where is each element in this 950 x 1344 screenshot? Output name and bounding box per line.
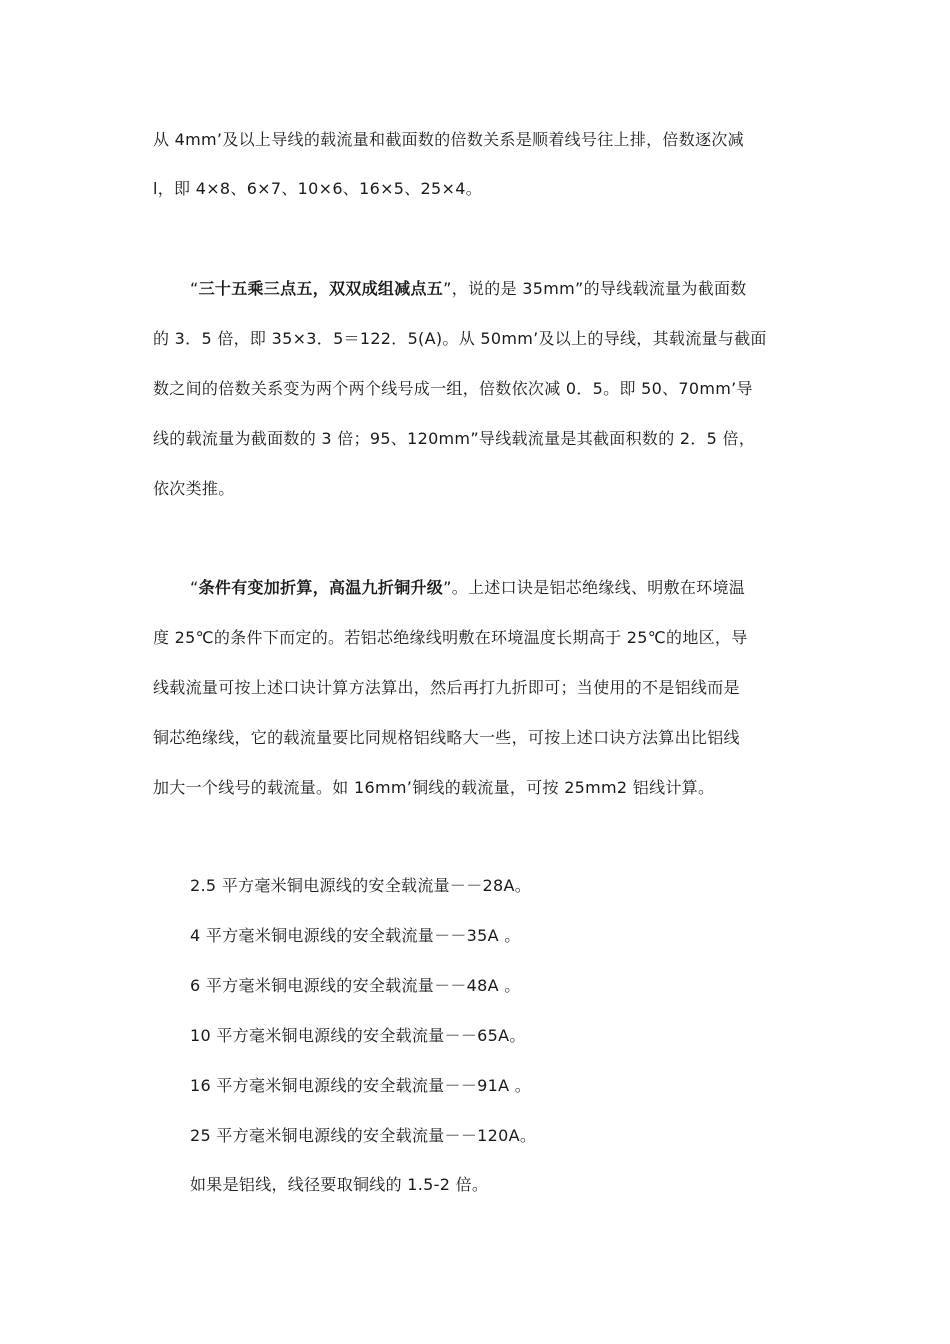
paragraph-2-line-2: 的 3．5 倍，即 35×3．5＝122．5(A)。从 50mm’及以上的导线，其载流量与截面 (153, 329, 767, 348)
paragraph-3-line-2: 度 25℃的条件下而定的。若铝芯绝缘线明敷在环境温度长期高于 25℃的地区，导 (153, 628, 748, 647)
paragraph-3-line-4: 铜芯绝缘线，它的载流量要比同规格铝线略大一些，可按上述口诀方法算出比铝线 (153, 728, 740, 747)
list-item: 25 平方毫米铜电源线的安全载流量－－120A。 (190, 1126, 537, 1145)
paragraph-2-line-1 (190, 279, 747, 299)
quote-open-mark: “ (190, 578, 199, 597)
paragraph-2-line-5: 依次类推。 (153, 479, 235, 498)
aluminum-note: 如果是铝线，线径要取铜线的 1.5-2 倍。 (190, 1175, 489, 1194)
paragraph-3-line-3: 线载流量可按上述口诀计算方法算出，然后再打九折即可；当使用的不是铝线而是 (153, 678, 740, 697)
list-item: 16 平方毫米铜电源线的安全载流量－－91A 。 (190, 1076, 532, 1095)
list-item: 2.5 平方毫米铜电源线的安全载流量－－28A。 (190, 876, 532, 895)
paragraph-1-line-2: l，即 4×8、6×7、10×6、16×5、25×4。 (153, 179, 482, 198)
list-item: 4 平方毫米铜电源线的安全载流量－－35A 。 (190, 926, 521, 945)
mnemonic-bold-text: 条件有变加折算，高温九折铜升级 (198, 578, 444, 597)
quote-open-mark: “ (190, 279, 199, 298)
paragraph-1-line-1: 从 4mm’及以上导线的载流量和截面数的倍数关系是顺着线号往上排，倍数逐次减 (153, 130, 744, 149)
paragraph-2-line-4: 线的载流量为截面数的 3 倍；95、120mm”导线载流量是其截面积数的 2．5 倍， (153, 429, 756, 448)
list-item: 6 平方毫米铜电源线的安全载流量－－48A 。 (190, 976, 521, 995)
paragraph-3-line-1 (190, 578, 745, 598)
paragraph-2-line-1-rest: ”，说的是 35mm”的导线载流量为截面数 (443, 279, 747, 298)
paragraph-3-line-1-rest: ”。上述口诀是铝芯绝缘线、明敷在环境温 (443, 578, 746, 597)
mnemonic-bold-text: 三十五乘三点五，双双成组减点五 (198, 279, 444, 298)
list-item: 10 平方毫米铜电源线的安全载流量－－65A。 (190, 1026, 526, 1045)
paragraph-2-line-3: 数之间的倍数关系变为两个两个线号成一组，倍数依次减 0．5。即 50、70mm’导 (153, 379, 753, 398)
paragraph-3-line-5: 加大一个线号的载流量。如 16mm’铜线的载流量，可按 25mm2 铝线计算。 (153, 778, 715, 797)
